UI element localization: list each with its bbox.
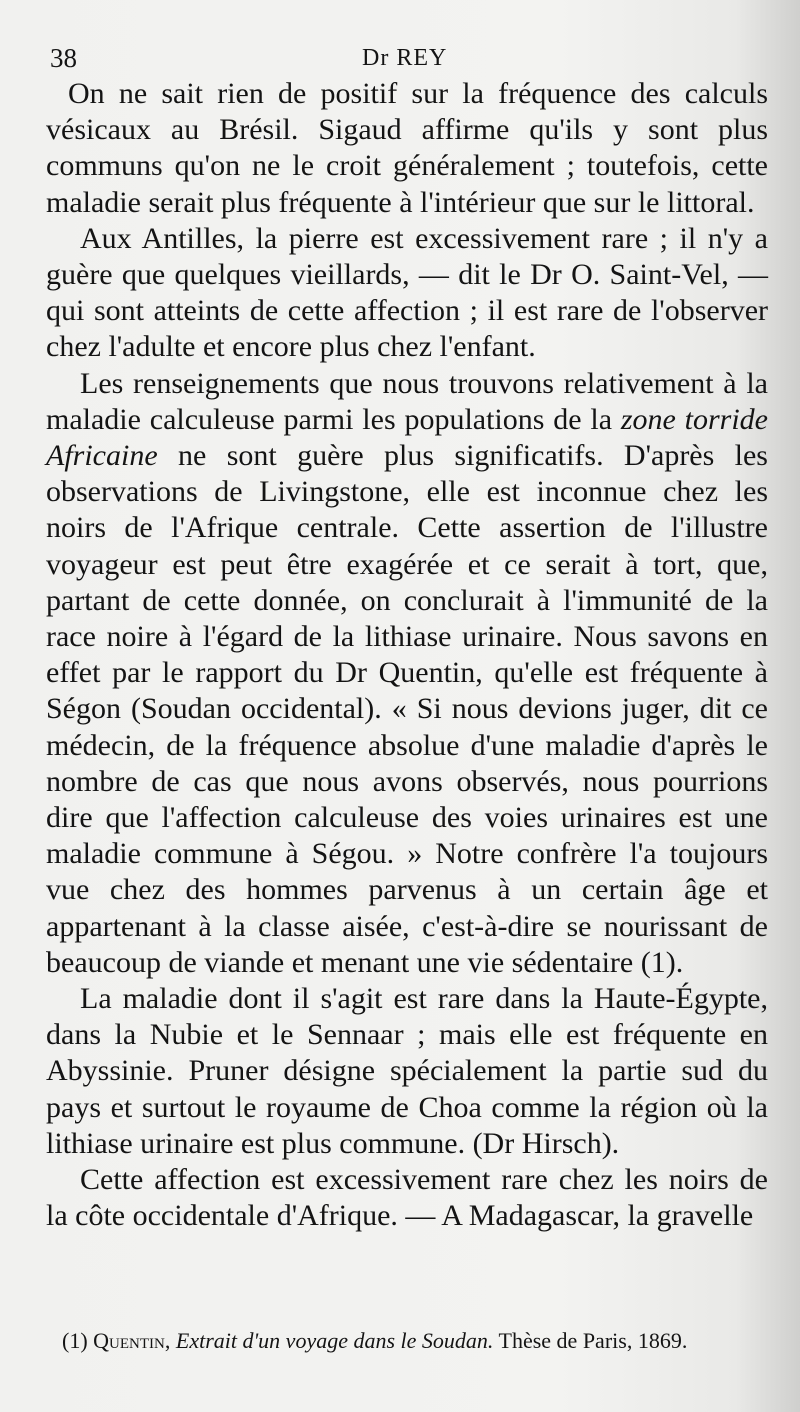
paragraph-3-end: ne sont guère plus significatifs. D'après les observations de Livingstone, elle est inconnue chez les noirs de l'Afrique centrale. Cette assertion de l'illustre voyageur est peut être exagérée et ce serait à tort, que, partant de cette donnée, on conclurait à l'immunité de la race noire à l'égard de la lithiase urinaire. Nous savons en effet par le rapport du Dr Quentin, qu'elle est fréquente à Ségon (Soudan occidental). « Si nous devions juger, dit ce médecin, de la fréquence absolue d'une maladie d'après le nombre de cas que nous avons observés, nous pourrions dire que l'affection calculeuse des voies urinaires est une maladie commune à Ségou. » Notre confrère l'a toujours vue chez des hommes parvenus à un certain âge et appartenant à la classe aisée, c'est-à-dire se nourissant de beaucoup de viande et menant une vie sédentaire (1).	[46, 439, 768, 979]
footnote-marker: (1)	[62, 1328, 88, 1353]
footnote-author: Quentin,	[93, 1328, 171, 1353]
footnote-rest: Thèse de Paris, 1869.	[493, 1328, 688, 1353]
paragraph-3-italic: zone torride Africaine	[46, 402, 769, 473]
footnote-title: Extrait d'un voyage dans le Soudan.	[175, 1328, 494, 1353]
paragraph-3	[46, 366, 768, 981]
body-text	[46, 76, 768, 1235]
paragraph-4: La maladie dont il s'agit est rare dans la Haute-Égypte, dans la Nubie et le Sennaar ; mais elle est fréquente en Abyssinie. Pruner désigne spécialement la partie sud du pays et surtout le royaume de Choa comme la région où la lithiase urinaire est plus commune. (Dr Hirsch).	[46, 982, 768, 1160]
page-number: 38	[50, 43, 77, 73]
paragraph-2: Aux Antilles, la pierre est excessivement rare ; il n'y a guère que quelques vieillards, — dit le Dr O. Saint-Vel, — qui sont atteints de cette affection ; il est rare de l'observer chez l'adulte et encore plus chez l'enfant.	[46, 221, 768, 364]
paragraph-5: Cette affection est excessivement rare chez les noirs de la côte occidentale d'Afrique. — A Madagascar, la gravelle	[46, 1163, 768, 1233]
page-header	[50, 38, 770, 78]
running-head: Dr REY	[362, 45, 448, 71]
paragraph-3-start: Les renseignements que nous trouvons relativement à la maladie calculeuse parmi les populations de la	[46, 366, 768, 436]
paragraph-1: On ne sait rien de positif sur la fréquence des calculs vésicaux au Brésil. Sigaud affirme qu'ils y sont plus communs qu'on ne le croit généralement ; toutefois, cette maladie serait plus fréquente à l'intérieur que sur le littoral.	[46, 77, 768, 219]
footnote	[62, 1328, 772, 1354]
